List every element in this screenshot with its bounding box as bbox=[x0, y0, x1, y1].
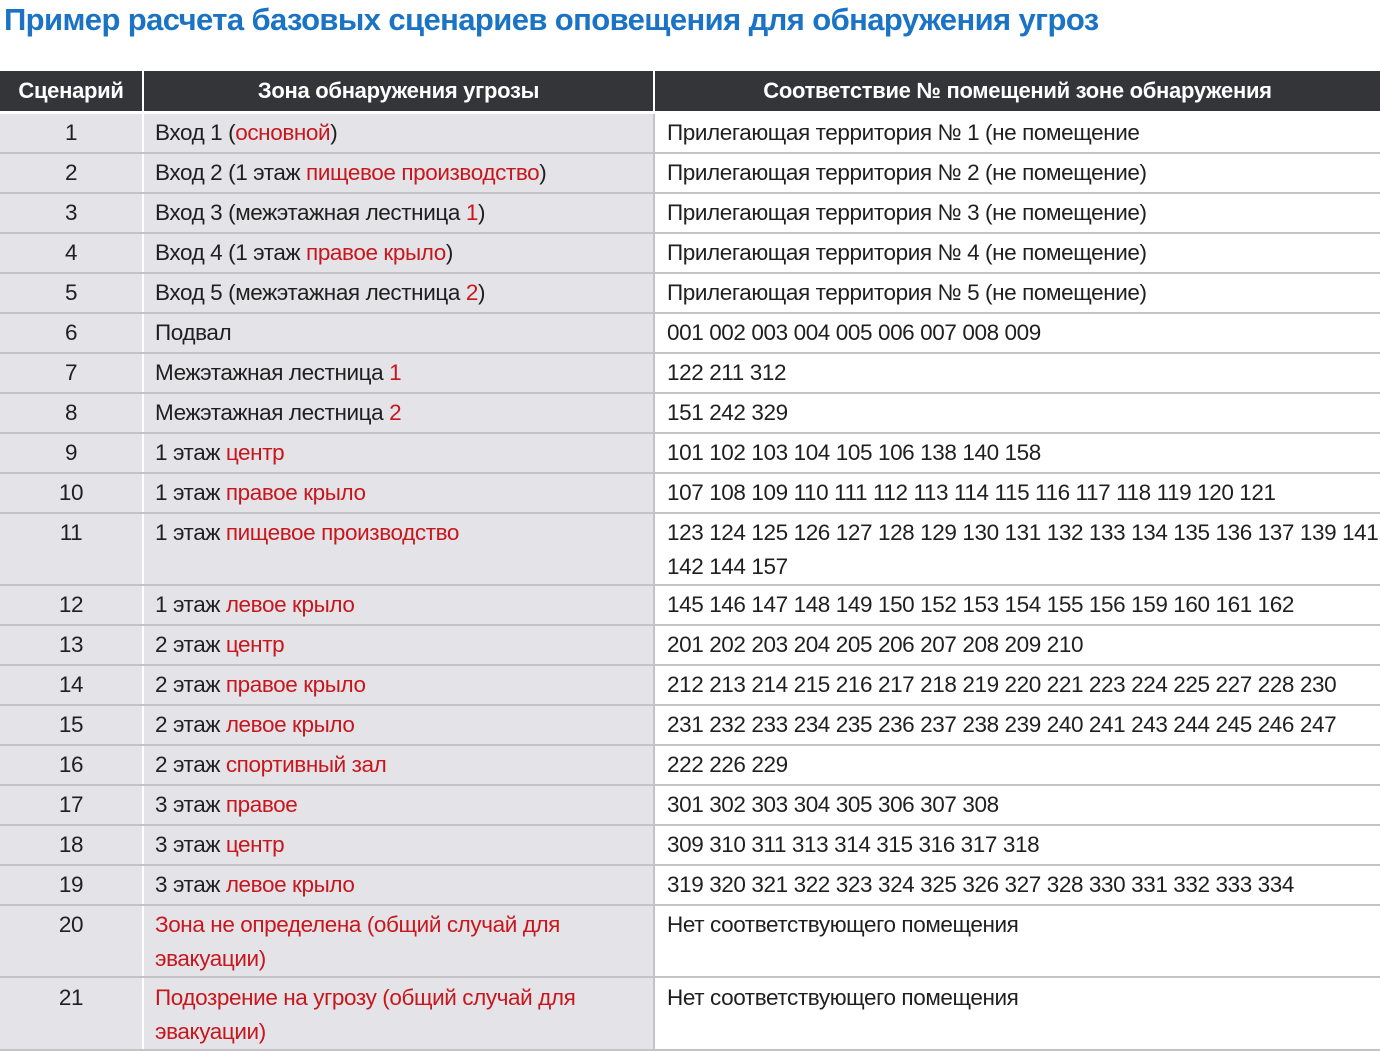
zone-cell bbox=[143, 153, 654, 193]
table-row bbox=[0, 905, 1380, 977]
rooms-cell: 319 320 321 322 323 324 325 326 327 328 330 331 332 333 334 bbox=[654, 865, 1380, 905]
scenario-table bbox=[0, 71, 1380, 1051]
zone-text-pre: Вход 3 (межэтажная лестница bbox=[155, 200, 466, 225]
zone-cell bbox=[143, 313, 654, 353]
scenario-number: 14 bbox=[0, 665, 143, 705]
table-row bbox=[0, 233, 1380, 273]
rooms-cell: Нет соответствующего помещения bbox=[654, 977, 1380, 1050]
scenario-number: 12 bbox=[0, 585, 143, 625]
zone-text-pre: Вход 2 (1 этаж bbox=[155, 160, 307, 185]
zone-text-post: ) bbox=[445, 240, 453, 265]
zone-text-accent: Подозрение на угрозу (общий случай для эвакуации) bbox=[155, 985, 576, 1044]
zone-text-pre: Вход 1 ( bbox=[155, 120, 236, 145]
table-header-row bbox=[0, 71, 1380, 113]
zone-text-post: ) bbox=[539, 160, 547, 185]
table-row bbox=[0, 785, 1380, 825]
rooms-cell: Прилегающая территория № 5 (не помещение) bbox=[654, 273, 1380, 313]
page-title: Пример расчета базовых сценариев оповещения для обнаружения угроз bbox=[4, 2, 1099, 37]
zone-text-post: ) bbox=[477, 280, 486, 305]
scenario-number: 10 bbox=[0, 473, 143, 513]
zone-text-pre: 2 этаж bbox=[155, 672, 226, 697]
zone-text-accent: левое крыло bbox=[225, 712, 355, 737]
scenario-number: 5 bbox=[0, 273, 143, 313]
scenario-number: 2 bbox=[0, 153, 143, 193]
table-row bbox=[0, 193, 1380, 233]
scenario-number: 16 bbox=[0, 745, 143, 785]
rooms-cell: Нет соответствующего помещения bbox=[654, 905, 1380, 977]
table-row bbox=[0, 113, 1380, 154]
table-row bbox=[0, 865, 1380, 905]
zone-cell bbox=[143, 625, 654, 665]
zone-cell bbox=[143, 193, 654, 233]
zone-text-pre: Вход 4 (1 этаж bbox=[155, 240, 307, 265]
zone-text-pre: 2 этаж bbox=[155, 712, 226, 737]
zone-text-pre: Вход 5 (межэтажная лестница bbox=[155, 280, 466, 305]
scenario-number: 3 bbox=[0, 193, 143, 233]
zone-text-accent: 2 bbox=[465, 280, 478, 305]
zone-cell bbox=[143, 865, 654, 905]
zone-text-accent: правое крыло bbox=[225, 672, 366, 697]
zone-cell bbox=[143, 785, 654, 825]
table-row bbox=[0, 705, 1380, 745]
scenario-number: 8 bbox=[0, 393, 143, 433]
table-row bbox=[0, 825, 1380, 865]
zone-cell bbox=[143, 353, 654, 393]
zone-text-accent: основной bbox=[235, 120, 331, 145]
rooms-cell: 231 232 233 234 235 236 237 238 239 240 241 243 244 245 246 247 bbox=[654, 705, 1380, 745]
table-row bbox=[0, 513, 1380, 585]
zone-text-accent: левое крыло bbox=[225, 872, 355, 897]
zone-text-accent: правое крыло bbox=[306, 240, 446, 265]
column-header-rooms: Соответствие № помещений зоне обнаружения bbox=[654, 71, 1380, 113]
table-row bbox=[0, 273, 1380, 313]
rooms-cell: 145 146 147 148 149 150 152 153 154 155 156 159 160 161 162 bbox=[654, 585, 1380, 625]
zone-cell bbox=[143, 113, 654, 154]
zone-text-pre: Межэтажная лестница bbox=[155, 400, 390, 425]
rooms-cell: 201 202 203 204 205 206 207 208 209 210 bbox=[654, 625, 1380, 665]
zone-text-accent: Зона не определена (общий случай для эвакуации) bbox=[155, 912, 560, 971]
rooms-cell: Прилегающая территория № 4 (не помещение) bbox=[654, 233, 1380, 273]
zone-text-accent: центр bbox=[225, 832, 285, 857]
table-row bbox=[0, 353, 1380, 393]
scenario-number: 19 bbox=[0, 865, 143, 905]
zone-text-accent: 2 bbox=[389, 400, 402, 425]
table-row bbox=[0, 433, 1380, 473]
table-row bbox=[0, 585, 1380, 625]
zone-cell bbox=[143, 585, 654, 625]
rooms-cell: 122 211 312 bbox=[654, 353, 1380, 393]
table-row bbox=[0, 313, 1380, 353]
zone-text-post: ) bbox=[477, 200, 486, 225]
scenario-number: 6 bbox=[0, 313, 143, 353]
table-row bbox=[0, 977, 1380, 1050]
scenario-number: 11 bbox=[0, 513, 143, 585]
scenario-number: 21 bbox=[0, 977, 143, 1050]
rooms-cell: 101 102 103 104 105 106 138 140 158 bbox=[654, 433, 1380, 473]
zone-text-pre: 3 этаж bbox=[155, 832, 226, 857]
zone-cell bbox=[143, 273, 654, 313]
table-row bbox=[0, 153, 1380, 193]
zone-text-pre: 1 этаж bbox=[155, 592, 226, 617]
column-header-scenario: Сценарий bbox=[0, 71, 143, 113]
table-row bbox=[0, 473, 1380, 513]
zone-text-pre: 2 этаж bbox=[155, 752, 226, 777]
zone-text-pre: Подвал bbox=[155, 320, 232, 345]
zone-text-post: ) bbox=[330, 120, 338, 145]
zone-text-accent: спортивный зал bbox=[225, 752, 387, 777]
rooms-cell: 123 124 125 126 127 128 129 130 131 132 133 134 135 136 137 139 141 142 144 157 bbox=[654, 513, 1380, 585]
rooms-cell: 107 108 109 110 111 112 113 114 115 116 117 118 119 120 121 bbox=[654, 473, 1380, 513]
scenario-number: 17 bbox=[0, 785, 143, 825]
zone-text-pre: Межэтажная лестница bbox=[155, 360, 390, 385]
zone-text-accent: центр bbox=[225, 440, 285, 465]
rooms-cell: 309 310 311 313 314 315 316 317 318 bbox=[654, 825, 1380, 865]
rooms-cell: 222 226 229 bbox=[654, 745, 1380, 785]
zone-cell bbox=[143, 905, 654, 977]
zone-cell bbox=[143, 705, 654, 745]
scenario-number: 4 bbox=[0, 233, 143, 273]
zone-cell bbox=[143, 473, 654, 513]
rooms-cell: 212 213 214 215 216 217 218 219 220 221 223 224 225 227 228 230 bbox=[654, 665, 1380, 705]
scenario-number: 18 bbox=[0, 825, 143, 865]
rooms-cell: 151 242 329 bbox=[654, 393, 1380, 433]
column-header-zone: Зона обнаружения угрозы bbox=[143, 71, 654, 113]
zone-cell bbox=[143, 393, 654, 433]
zone-text-accent: левое крыло bbox=[225, 592, 355, 617]
zone-text-accent: 1 bbox=[389, 360, 402, 385]
scenario-number: 1 bbox=[0, 113, 143, 154]
zone-cell bbox=[143, 665, 654, 705]
table-row bbox=[0, 745, 1380, 785]
zone-cell bbox=[143, 825, 654, 865]
zone-text-accent: пищевое производство bbox=[225, 520, 460, 545]
scenario-number: 20 bbox=[0, 905, 143, 977]
rooms-cell: Прилегающая территория № 2 (не помещение) bbox=[654, 153, 1380, 193]
zone-text-pre: 1 этаж bbox=[155, 440, 226, 465]
rooms-cell: 001 002 003 004 005 006 007 008 009 bbox=[654, 313, 1380, 353]
zone-cell bbox=[143, 233, 654, 273]
zone-text-accent: центр bbox=[225, 632, 285, 657]
table-row bbox=[0, 665, 1380, 705]
rooms-cell: 301 302 303 304 305 306 307 308 bbox=[654, 785, 1380, 825]
table-row bbox=[0, 393, 1380, 433]
zone-cell bbox=[143, 433, 654, 473]
zone-text-pre: 3 этаж bbox=[155, 792, 226, 817]
zone-text-accent: пищевое производство bbox=[306, 160, 540, 185]
zone-text-pre: 2 этаж bbox=[155, 632, 226, 657]
zone-text-pre: 1 этаж bbox=[155, 480, 226, 505]
rooms-cell: Прилегающая территория № 3 (не помещение) bbox=[654, 193, 1380, 233]
scenario-number: 9 bbox=[0, 433, 143, 473]
rooms-cell: Прилегающая территория № 1 (не помещение bbox=[654, 113, 1380, 154]
scenario-number: 13 bbox=[0, 625, 143, 665]
zone-text-pre: 1 этаж bbox=[155, 520, 226, 545]
zone-text-accent: правое bbox=[225, 792, 298, 817]
zone-text-accent: 1 bbox=[465, 200, 478, 225]
scenario-number: 15 bbox=[0, 705, 143, 745]
zone-cell bbox=[143, 977, 654, 1050]
table-row bbox=[0, 625, 1380, 665]
zone-text-pre: 3 этаж bbox=[155, 872, 226, 897]
zone-text-accent: правое крыло bbox=[225, 480, 366, 505]
zone-cell bbox=[143, 745, 654, 785]
scenario-number: 7 bbox=[0, 353, 143, 393]
zone-cell bbox=[143, 513, 654, 585]
